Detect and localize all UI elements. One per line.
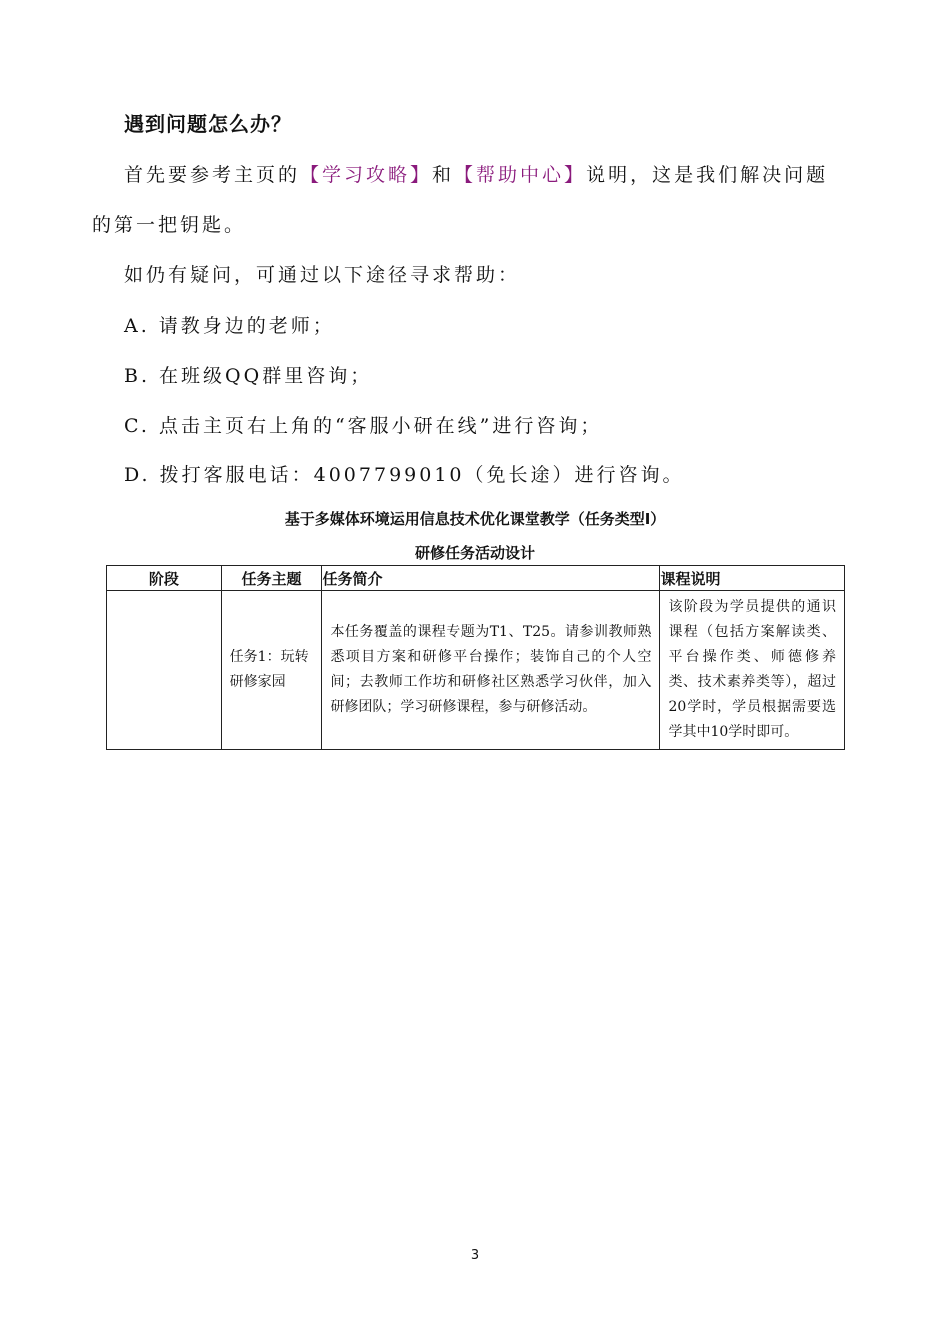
section-heading: 遇到问题怎么办？	[124, 112, 292, 136]
header-stage: 阶段	[107, 566, 222, 591]
cell-course-desc: 该阶段为学员提供的通识课程（包括方案解读类、平台操作类、师德修养类、技术素养类等），超过20学时，学员根据需要选学其中10学时即可。	[660, 591, 845, 750]
table-header-row	[107, 566, 845, 591]
intro-text-before: 首先要参考主页的	[124, 164, 301, 186]
intro-text-middle: 和	[432, 164, 455, 186]
help-item-c: C. 点击主页右上角的“客服小研在线”进行咨询；	[124, 415, 603, 437]
page-number: 3	[470, 1248, 480, 1263]
study-guide-link[interactable]: 【学习攻略】	[300, 164, 433, 186]
help-center-link[interactable]: 【帮助中心】	[454, 164, 587, 186]
help-item-d: D. 拨打客服电话：4007799010（免长途）进行咨询。	[124, 464, 685, 486]
cell-intro: 本任务覆盖的课程专题为T1、T25。请参训教师熟悉项目方案和研修平台操作；装饰自己的个人空间；去教师工作坊和研修社区熟悉学习伙伴，加入研修团队；学习研修课程，参与研修活动。	[322, 591, 660, 750]
paragraph-intro-line2: 的第一把钥匙。	[92, 214, 247, 236]
help-item-a: A. 请教身边的老师；	[124, 315, 335, 337]
table-subtitle: 研修任务活动设计	[414, 544, 535, 562]
header-topic: 任务主题	[221, 566, 322, 591]
table-row	[107, 591, 845, 750]
paragraph-intro	[124, 160, 828, 187]
help-item-b: B. 在班级QQ群里咨询；	[124, 365, 373, 387]
task-activity-table	[106, 565, 845, 750]
intro-text-after: 说明，这是我们解决问题	[586, 164, 829, 186]
table-title: 基于多媒体环境运用信息技术优化课堂教学（任务类型Ⅰ）	[284, 510, 666, 528]
cell-stage	[107, 591, 222, 750]
paragraph-help-ways: 如仍有疑问，可通过以下途径寻求帮助：	[124, 264, 521, 286]
header-intro: 任务简介	[322, 566, 660, 591]
header-course-desc: 课程说明	[660, 566, 845, 591]
cell-topic: 任务1：玩转研修家园	[221, 591, 322, 750]
